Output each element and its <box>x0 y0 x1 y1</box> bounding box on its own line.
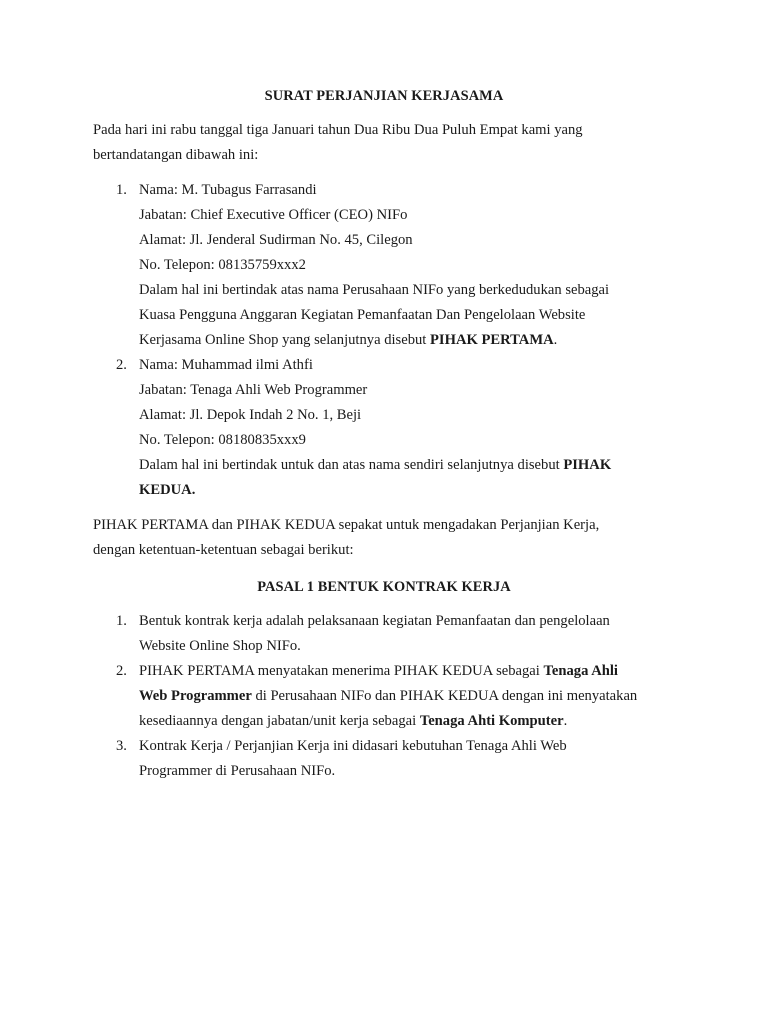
pasal-item-2 <box>139 659 689 734</box>
party-2-desc-line-2 <box>139 478 689 503</box>
party-2-telepon: No. Telepon: 08180835xxx9 <box>139 432 306 448</box>
agreement-line-1: PIHAK PERTAMA dan PIHAK KEDUA sepakat untuk mengadakan Perjanjian Kerja, <box>93 517 600 533</box>
agreement-line-2: dengan ketentuan-ketentuan sebagai berikut: <box>93 542 354 558</box>
party-2-desc-text: Dalam hal ini bertindak untuk dan atas nama sendiri selanjutnya disebut <box>139 457 564 473</box>
pasal-item-2-text-1: PIHAK PERTAMA menyatakan menerima PIHAK KEDUA sebagai <box>139 663 544 679</box>
party-1-desc-text: Kerjasama Online Shop yang selanjutnya disebut <box>139 332 430 348</box>
intro-paragraph <box>93 118 683 168</box>
pasal-item-2-line-1 <box>139 659 689 684</box>
intro-line-2: bertandatangan dibawah ini: <box>93 147 259 163</box>
party-1-alamat: Alamat: Jl. Jenderal Sudirman No. 45, Cilegon <box>139 232 413 248</box>
party-2-desc-line-1 <box>139 453 689 478</box>
pasal-item-1-number: 1. <box>116 613 127 629</box>
party-2-jabatan: Jabatan: Tenaga Ahli Web Programmer <box>139 382 368 398</box>
pasal-item-2-line-3 <box>139 709 689 734</box>
party-1-jabatan: Jabatan: Chief Executive Officer (CEO) NIFo <box>139 207 408 223</box>
pasal-item-2-number: 2. <box>116 663 127 679</box>
pasal-item-1 <box>139 609 689 659</box>
party-1-desc-line-1: Dalam hal ini bertindak atas nama Perusahaan NIFo yang berkedudukan sebagai <box>139 282 610 298</box>
party-1-number: 1. <box>116 182 127 198</box>
pasal-item-3-line-2: Programmer di Perusahaan NIFo. <box>139 763 336 779</box>
pasal-1-title: PASAL 1 BENTUK KONTRAK KERJA <box>257 579 511 595</box>
web-programmer-label: Web Programmer <box>139 688 252 704</box>
party-2-nama: Nama: Muhammad ilmi Athfi <box>139 357 313 373</box>
pasal-item-2-text-2: di Perusahaan NIFo dan PIHAK KEDUA dengan ini menyatakan <box>251 688 638 704</box>
intro-line-1: Pada hari ini rabu tanggal tiga Januari tahun Dua Ribu Dua Puluh Empat kami yang <box>93 122 583 138</box>
document-title: SURAT PERJANJIAN KERJASAMA <box>264 88 504 104</box>
pasal-item-2-line-2 <box>139 684 689 709</box>
party-2-number: 2. <box>116 357 127 373</box>
pasal-item-2-text-3: kesediaannya dengan jabatan/unit kerja sebagai <box>139 713 420 729</box>
party-1-telepon: No. Telepon: 08135759xxx2 <box>139 257 306 273</box>
party-1-block <box>139 178 689 353</box>
agreement-paragraph <box>93 513 683 563</box>
tenaga-ahli-label: Tenaga Ahli <box>543 663 618 679</box>
pihak-pertama-label: PIHAK PERTAMA <box>430 332 554 348</box>
pasal-item-1-line-1: Bentuk kontrak kerja adalah pelaksanaan kegiatan Pemanfaatan dan pengelolaan <box>139 613 610 629</box>
party-2-block <box>139 353 689 503</box>
tenaga-ahti-komputer-label: Tenaga Ahti Komputer <box>419 713 564 729</box>
party-1-desc-line-3 <box>139 328 689 353</box>
pasal-item-3-line-1: Kontrak Kerja / Perjanjian Kerja ini didasari kebutuhan Tenaga Ahli Web <box>139 738 567 754</box>
party-2-alamat: Alamat: Jl. Depok Indah 2 No. 1, Beji <box>139 407 362 423</box>
party-1-desc-end: . <box>553 332 558 348</box>
kedua-label: KEDUA. <box>139 482 196 498</box>
pasal-item-3 <box>139 734 689 784</box>
pasal-item-3-number: 3. <box>116 738 127 754</box>
pasal-item-1-line-2: Website Online Shop NIFo. <box>139 638 301 654</box>
pihak-label: PIHAK <box>563 457 612 473</box>
pasal-item-2-end: . <box>563 713 568 729</box>
party-1-desc-line-2: Kuasa Pengguna Anggaran Kegiatan Pemanfaatan Dan Pengelolaan Website <box>139 307 586 323</box>
party-1-nama: Nama: M. Tubagus Farrasandi <box>139 182 317 198</box>
